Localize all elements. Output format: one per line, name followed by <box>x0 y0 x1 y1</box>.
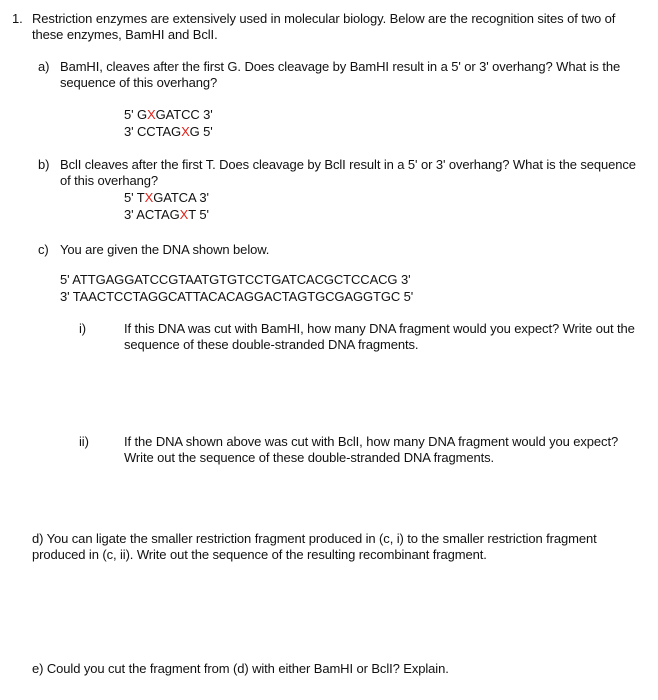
dna-bottom-strand: 3' TAACTCCTAGGCATTACACAGGACTAGTGCGAGGTGC 5' <box>60 289 414 304</box>
question-intro: Restriction enzymes are extensively used in molecular biology. Below are the recognition sites of two of these enzymes, BamHI and BclI. <box>32 11 616 42</box>
bamhi-top-prefix: 5' G <box>124 107 148 122</box>
bcli-bottom-strand <box>124 207 209 223</box>
part-c-i-question: If this DNA was cut with BamHI, how many DNA fragment would you expect? Write out the sequence of these double-stranded DNA fragments. <box>124 321 635 352</box>
bamhi-top-cut-mark: X <box>147 107 156 122</box>
dna-top-strand: 5' ATTGAGGATCCGTAATGTGTCCTGATCACGCTCCACG 3' <box>60 272 411 287</box>
part-c-ii-question: If the DNA shown above was cut with BclI, how many DNA fragment would you expect? Write out the sequence of these double-stranded DNA fragments. <box>124 434 619 465</box>
bcli-top-cut-mark: X <box>144 190 154 205</box>
bcli-bottom-suffix: T 5' <box>188 207 209 222</box>
bcli-bottom-prefix: 3' ACTAG <box>124 207 180 222</box>
part-e-question: e) Could you cut the fragment from (d) with either BamHI or BclI? Explain. <box>32 661 449 676</box>
part-b-label: b) <box>38 157 50 172</box>
question-number: 1. <box>12 11 23 26</box>
part-d-question: d) You can ligate the smaller restriction fragment produced in (c, i) to the smaller restriction fragment produced in (c, ii). Write out the sequence of the resulting recombinant fragment. <box>32 531 597 562</box>
part-c-i-label: i) <box>79 321 87 336</box>
bamhi-bottom-strand <box>124 124 213 140</box>
part-c-label: c) <box>38 242 49 257</box>
bamhi-top-strand <box>124 107 213 123</box>
part-a-question: BamHI, cleaves after the first G. Does cleavage by BamHI result in a 5' or 3' overhang? What is the sequence of this overhang? <box>60 59 621 90</box>
bcli-bottom-cut-mark: X <box>179 207 189 222</box>
part-b-question: BclI cleaves after the first T. Does cleavage by BclI result in a 5' or 3' overhang? What is the sequence of this overhang? <box>60 157 636 188</box>
part-a-label: a) <box>38 59 50 74</box>
bamhi-top-suffix: GATCC 3' <box>155 107 213 122</box>
part-c-question: You are given the DNA shown below. <box>60 242 270 257</box>
bamhi-bottom-suffix: G 5' <box>189 124 213 139</box>
bcli-top-strand <box>124 190 209 206</box>
bamhi-bottom-cut-mark: X <box>181 124 190 139</box>
part-c-ii-label: ii) <box>79 434 89 449</box>
bcli-top-suffix: GATCA 3' <box>153 190 209 205</box>
bamhi-bottom-prefix: 3' CCTAG <box>124 124 182 139</box>
bcli-top-prefix: 5' T <box>124 190 145 205</box>
